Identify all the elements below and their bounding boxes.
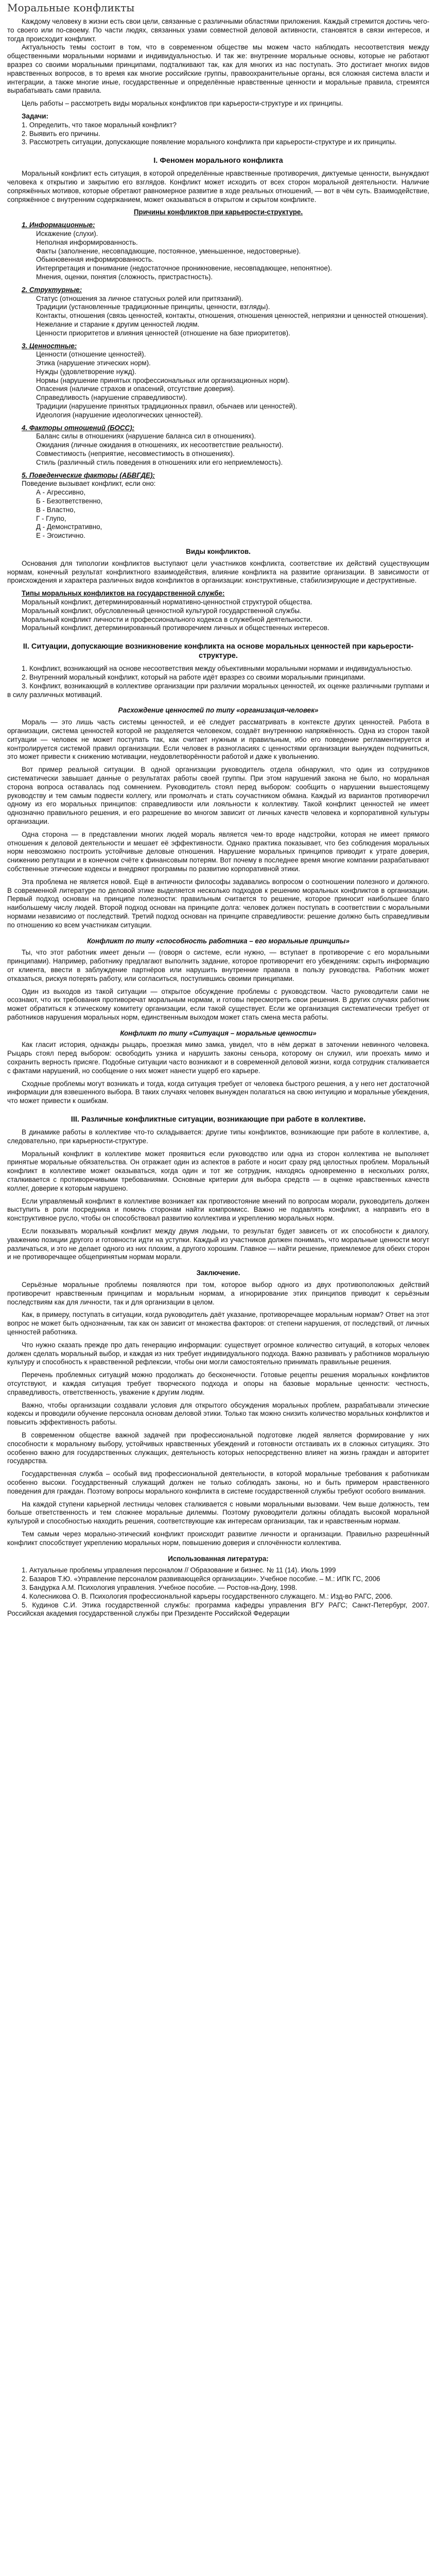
section-2-paragraph: Ты, что этот работник имеет деньги — (говоря о системе, если нужно, — вступает в противоречие с его моральными принципами). Например, работнику предлагают выполнить задание, которое противоречит его убеждениям: скрыть информацию от клиента, ввести в заблуждение партнёров или нарушить внутренние правила в пользу руководства. Работник может отказаться, рискуя потерять работу, или согласиться, поступившись своими принципами. (7, 948, 429, 982)
section-3-paragraph: Если показывать моральный конфликт между двумя людьми, то результат будет зависеть от их способности к диалогу, уважению позиции другого и готовности идти на уступки. Каждый из участников должен понимать, что моральные ценности могут различаться, и это не делает одного из них плохим, а другого хорошим. Главное — найти решение, приемлемое для обеих сторон и не противоречащее общепринятым нормам морали. (7, 1227, 429, 1261)
causes-group-5-intro: Поведение вызывает конфликт, если оно: (22, 480, 156, 488)
section-2-heading: II. Ситуации, допускающие возникновение конфликта на основе моральных ценностей при карьерости-структуре. (23, 642, 414, 660)
list-item: Е - Эгоистично. (36, 532, 85, 540)
section-1-paragraph: Моральный конфликт есть ситуация, в которой определённые нравственные противоречия, диктуемые ценности, вынуждают человека к открытию и закрытию его взглядов. Конфликт может исходить от всех сторон моральной деятельности. Наличие сопряжённых мотивов, которые обретают равномерное развитие в ходе реальных отношений, — вот в чём суть. Взаимодействие, сопряжённое с внутренним содержанием, может оказываться в открытом и скрытом конфликте. (7, 170, 429, 204)
list-item: Нежелание и старание к другим ценностей людям. (36, 320, 200, 328)
section-2-paragraph: Сходные проблемы могут возникать и тогда, когда ситуация требует от человека быстрого решения, а у него нет достаточной информации для взвешенного выбора. В таких случаях человек вынужден полагаться на свою интуицию и моральные убеждения, что может привести к ошибкам. (7, 1079, 429, 1105)
list-item: Нормы (нарушение принятых профессиональных или организационных норм). (36, 376, 290, 384)
list-item: Б - Безответственно, (36, 497, 103, 505)
section-2-paragraph: 2. Внутренний моральный конфликт, который на работе идёт вразрез со своими моральными принципами. (22, 673, 365, 681)
section-3-paragraph: Если управляемый конфликт в коллективе возникает как противостояние мнений по вопросам морали, руководитель должен выступить в роли посредника и помочь сторонам найти компромисс. Важно не подавлять конфликт, а направить его в конструктивное русло, чтобы он способствовал развитию коллектива и укреплению моральных норм. (7, 1197, 429, 1223)
causes-group-2-label: 2. Структурные: (22, 285, 82, 294)
conclusion-paragraph: Перечень проблемных ситуаций можно продолжать до бесконечности. Готовые рецепты решения моральных конфликтов отсутствуют, и каждая ситуация требует творческого подхода и опоры на базовые моральные ценности: честность, справедливость, ответственность, уважение к другим людям. (7, 1371, 429, 1396)
list-item: Традиции (установленные традиционные принципы, ценности, взгляды). (36, 303, 270, 311)
list-item: Ценности (отношение ценностей). (36, 350, 146, 359)
causes-group-4-label: 4. Факторы отношений (БОСС): (22, 423, 135, 432)
list-item: Статус (отношения за личное статусных ролей или притязаний). (36, 294, 243, 302)
section-2-paragraph: 3. Конфликт, возникающий в коллективе организации при различии моральных ценностей, их оценке различными группами и в силу различных мотиваций. (7, 682, 429, 699)
intro-paragraph-1: Каждому человеку в жизни есть свои цели, связанные с различными областями приложения. Каждый стремится достичь чего-то своего или по-своему. По части людях, связанных узами совместной деловой активности, становятся в связи интересов, и тогда происходит конфликт. (7, 18, 429, 43)
section-2-paragraph: Эта проблема не является новой. Ещё в античности философы задавались вопросом о соотношении полезного и должного. В современной литературе по деловой этике выделяется несколько подходов к решению моральных конфликтов в организации. Первый подход основан на принципе полезности: правильным считается то решение, которое приносит наибольшее благо наибольшему числу людей. Второй подход основан на принципе долга: человек должен поступать в соответствии с моральными нормами независимо от последствий. Третий подход основан на принципе справедливости: решение должно быть справедливым по отношению ко всем участникам ситуации. (7, 877, 429, 929)
list-item: Нужды (удовлетворение нужд). (36, 367, 136, 376)
list-item: Моральный конфликт личности и профессионального кодекса в служебной деятельности. (22, 615, 312, 623)
kinds-label: Типы моральных конфликтов на государственной службе: (22, 589, 225, 598)
section-2-paragraph: Вот пример реальной ситуации. В одной организации руководитель отдела обнаружил, что один из сотрудников систематически завышает данные о результатах работы своей группы. При этом нарушений закона не было, но моральная сторона вопроса оставалась под сомнением. Руководитель стоял перед выбором: сообщить о нарушении вышестоящему руководству и тем самым подвести коллегу, или промолчать и стать соучастником обмана. Каждый из вариантов противоречил одному из его моральных принципов: справедливости или лояльности к коллективу. Такой конфликт ценностей не имеет однозначно правильного решения, и его разрешение во многом зависит от личных качеств человека и корпоративной культуры организации. (7, 766, 429, 825)
list-item: Ценности приоритетов и влияния ценностей (отношение на базе приоритетов). (36, 329, 290, 337)
conclusion-paragraph: Государственная служба – особый вид профессиональной деятельности, в которой моральные требования к работникам особенно высоки. Государственный служащий должен не только соблюдать законы, но и быть примером нравственного поведения для граждан. Поэтому вопросы морального конфликта в системе государственной службы требуют особого внимания. (7, 1470, 429, 1495)
section-2-paragraph: Один из выходов из такой ситуации — открытое обсуждение проблемы с руководством. Часто руководители сами не осознают, что их требования противоречат моральным нормам, и готовы пересмотреть свои решения. В других случаях работник может обратиться к этическому комитету организации, если такой существует. Если же организация систематически требует от работников нарушения моральных норм, единственным выходом может стать смена места работы. (7, 987, 429, 1021)
list-item: Опасения (наличие страхов и опасений, отсутствие доверия). (36, 385, 235, 393)
intro-paragraph-3: Цель работы – рассмотреть виды моральных конфликтов при карьерости-структуре и их принципы. (22, 99, 343, 108)
section-1-heading: I. Феномен морального конфликта (153, 157, 283, 165)
list-item: Моральный конфликт, детерминированный противоречием личных и общественных интересов. (22, 624, 329, 632)
list-item: Совместимость (неприятие, несовместимость в отношениях). (36, 450, 235, 458)
list-item: Справедливость (нарушение справедливости). (36, 394, 187, 402)
subsection-heading: Конфликт по типу «Ситуация – моральные ценности» (120, 1029, 317, 1037)
list-item: Стиль (различный стиль поведения в отношениях или его неприемлемость). (36, 458, 283, 466)
list-item: Д - Демонстративно, (36, 523, 102, 531)
section-2-paragraph: Как гласит история, однажды рыцарь, проезжая мимо замка, увидел, что в нём держат в заточении невинного человека. Рыцарь стоял перед выбором: освободить узника и нарушить законы сеньора, которому он служил, или проехать мимо и сохранить верность присяге. Подобные ситуации часто возникают и в современной деловой жизни, когда сотрудник сталкивается с фактами нарушений, но сообщение о них может нанести ущерб его карьере. (7, 1041, 429, 1075)
task-item: 1. Определить, что такое моральный конфликт? (22, 121, 177, 129)
conclusion-paragraph: Что нужно сказать прежде про дать генерацию информации: существует огромное количество ситуаций, в которых человек должен сделать моральный выбор, и каждая из них требует индивидуального подхода. Важно развивать у работников моральную культуру и способность к нравственной рефлексии, чтобы они могли самостоятельно принимать правильные решения. (7, 1341, 429, 1366)
conclusion-paragraph: Важно, чтобы организации создавали условия для открытого обсуждения моральных проблем, разрабатывали этические кодексы и проводили обучение персонала основам деловой этики. Только так можно снизить количество моральных конфликтов и повысить эффективность работы. (7, 1401, 429, 1427)
intro-paragraph-2: Актуальность темы состоит в том, что в современном обществе мы можем часто наблюдать несоответствия между общественными моральными нормами и индивидуальностью. И так же: внутренние моральные основы, которые не работают вразрез со своими моральными принципами, подталкивают так, как для многих из нас поступать. Это достигает многих видов нравственных вопросов, в то время как многие российские группы, правоохранительные органы, вся сложная система власти и интеграции, а также многие иные, государственные и определённые нравственные ценности и моральные правила, стремятся вырабатывать сами правила. (7, 43, 429, 95)
list-item: Обыкновенная информированность. (36, 256, 154, 264)
causes-group-5-label: 5. Поведенческие факторы (АБВГДЕ): (22, 471, 155, 479)
subsection-heading: Конфликт по типу «способность работника – его моральные принципы» (87, 937, 350, 945)
task-item: 2. Выявить его причины. (22, 129, 100, 138)
list-item: Баланс силы в отношениях (нарушение баланса сил в отношениях). (36, 432, 256, 440)
list-item: Идеология (нарушение идеологических ценностей). (36, 411, 203, 419)
section-3-paragraph: Моральный конфликт в коллективе может проявиться если руководство или одна из сторон коллектива не выполняет принятые моральные обязательства. Он отражает один из аспектов в работе и носит сразу ряд целостных проблем. Моральный конфликт в коллективе может оказываться, когда один и тот же сотрудник, находясь одновременно в нескольких ролях, сталкивается с противоречивыми требованиями. Основные критерии для выбора средств — в оценке нравственных качеств коллег, доверие к которым нарушено. (7, 1149, 429, 1192)
section-2-paragraph: 1. Конфликт, возникающий на основе несоответствия между объективными моральными нормами и индивидуальностью. (22, 665, 413, 673)
literature-heading: Использованная литература: (168, 1554, 269, 1563)
causes-group-1-label: 1. Информационные: (22, 221, 95, 229)
list-item: Мнения, оценки, понятия (сложность, пристрастность). (36, 273, 213, 281)
document-title: Моральные конфликты (7, 2, 135, 14)
list-item: А - Агрессивно, (36, 488, 86, 497)
kinds-paragraph: Основания для типологии конфликтов выступают цели участников конфликта, соответствие их действий существующим нормам, конечный результат конфликтного взаимодействия, влияние конфликта на развитие организации. В зависимости от происхождения и характера различных видов конфликтов в организации: конструктивные, стабилизирующие и деструктивные. (7, 559, 429, 585)
causes-label: Причины конфликтов при карьерости-структуре. (133, 208, 303, 216)
section-3-heading: III. Различные конфликтные ситуации, возникающие при работе в коллективе. (71, 1115, 366, 1124)
tasks-label: Задачи: (22, 112, 48, 120)
list-item: Моральный конфликт, детерминированный нормативно-ценностной структурой общества. (22, 598, 312, 606)
section-2-paragraph: Одна сторона — в представлении многих людей мораль является чем-то вроде надстройки, которая не имеет прямого отношения к деловой деятельности и мешает её эффективности. Однако практика показывает, что без соблюдения моральных норм невозможно построить устойчивые деловые отношения. Нарушение моральных принципов приводит к утрате доверия, снижению репутации и в конечном счёте к финансовым потерям. Вот почему в последнее время многие компании разрабатывают собственные этические кодексы и внедряют программы по развитию корпоративной этики. (7, 830, 429, 873)
kinds-heading: Виды конфликтов. (186, 548, 251, 556)
list-item: Г - Глупо, (36, 514, 66, 522)
literature-list (7, 1566, 429, 1618)
list-item: Неполная информированность. (36, 238, 138, 246)
conclusion-heading: Заключение. (196, 1269, 240, 1277)
conclusion-paragraph: Тем самым через морально-этический конфликт происходит развитие личности и организации. Правильно разрешённый конфликт способствует укреплению моральных норм, повышению доверия и сплочённости коллектива. (7, 1530, 429, 1547)
conclusion-paragraph: Как, в примеру, поступать в ситуации, когда руководитель даёт указание, противоречащее моральным нормам? Ответ на этот вопрос не может быть однозначным, так как он зависит от множества факторов: от степени нарушения, от последствий, от личных ценностей работника. (7, 1311, 429, 1336)
list-item: Ожидания (личные ожидания в отношениях, их несоответствие реальности). (36, 441, 284, 449)
section-2-paragraph: Мораль — это лишь часть системы ценностей, и её следует рассматривать в контексте других ценностей. Работа в организации, система ценностей которой не разделяется человеком, создаёт внутреннюю напряжённость. Одна из сторон такой ситуации — человек не может поступать так, как считает нужным и правильным, ибо его поведение регламентируется и контролируется системой правил организации. Если человек в разногласиях с ценностями организации вынужден подчиниться, это может привести к снижению мотивации, неудовлетворённости работой и даже к увольнению. (7, 718, 429, 761)
list-item: Традиции (нарушение принятых традиционных правил, обычаев или ценностей). (36, 402, 298, 411)
list-item: Этика (нарушение этических норм). (36, 359, 151, 367)
literature-item: 2. Базаров Т.Ю. «Управление персоналом развивающейся организации». Учебное пособие. – М.: ИПК ГС, 2006 (22, 1575, 380, 1583)
list-item: Контакты, отношения (связь ценностей, контакты, отношения, отношения ценностей, неприязни и ценностей отношения). (36, 312, 428, 320)
list-item: Факты (заполнение, несовпадающие, постоянное, уменьшенное, недостоверные). (36, 247, 301, 255)
literature-item: 1. Актуальные проблемы управления персоналом // Образование и бизнес. № 11 (14). Июль 1999 (22, 1566, 336, 1574)
literature-item: 3. Бандурка А.М. Психология управления. Учебное пособие. — Ростов-на-Дону, 1998. (22, 1583, 298, 1591)
literature-item: 5. Кудинов С.И. Этика государственной службы: программа кафедры управления ВГУ РАГС; Санкт-Петербург, 2007. Российская академия государственной службы при Президенте Российской Федерации (7, 1601, 429, 1618)
list-item: Искажение (слухи). (36, 229, 98, 238)
list-item: Моральный конфликт, обусловленный ценностной культурой государственной службы. (22, 606, 302, 615)
conclusion-paragraph: В современном обществе важной задачей при профессиональной подготовке людей является формирование у них способности к моральному выбору, устойчивых нравственных убеждений и готовности отстаивать их в сложных ситуациях. Это особенно важно для государственных служащих, деятельность которых непосредственно влияет на жизнь граждан и авторитет государства. (7, 1431, 429, 1465)
section-3-paragraph: В динамике работы в коллективе что-то складывается: другие типы конфликтов, возникающие при работе в коллективе, а, следовательно, при карьерности-структуре. (7, 1128, 429, 1145)
list-item: Интерпретация и понимание (недостаточное проникновение, несовпадающее, непонятное). (36, 264, 332, 273)
subsection-heading: Расхождение ценностей по типу «организация-человек» (118, 706, 319, 715)
task-item: 3. Рассмотреть ситуации, допускающие появление морального конфликта при карьерости-структуре и их принципы. (22, 138, 397, 146)
literature-item: 4. Колесникова О. В. Психология профессиональной карьеры государственного служащего. М.: Изд-во РАГС, 2006. (22, 1592, 393, 1600)
list-item: В - Властно, (36, 505, 76, 514)
conclusion-paragraph: Серьёзные моральные проблемы появляются при том, которое выбор одного из двух противоположных действий противоречит нравственным принципам и моральным нормам, а игнорирование этих принципов приводит к серьёзным последствиям как для личности, так и для организации в целом. (7, 1281, 429, 1306)
causes-group-3-label: 3. Ценностные: (22, 342, 77, 350)
conclusion-paragraph: На каждой ступени карьерной лестницы человек сталкивается с новыми моральными вызовами. Чем выше должность, тем больше ответственность и тем сложнее моральные дилеммы. Поэтому руководители должны обладать высокой моральной культурой и способностью находить решения, соответствующие как интересам организации, так и нравственным нормам. (7, 1500, 429, 1526)
